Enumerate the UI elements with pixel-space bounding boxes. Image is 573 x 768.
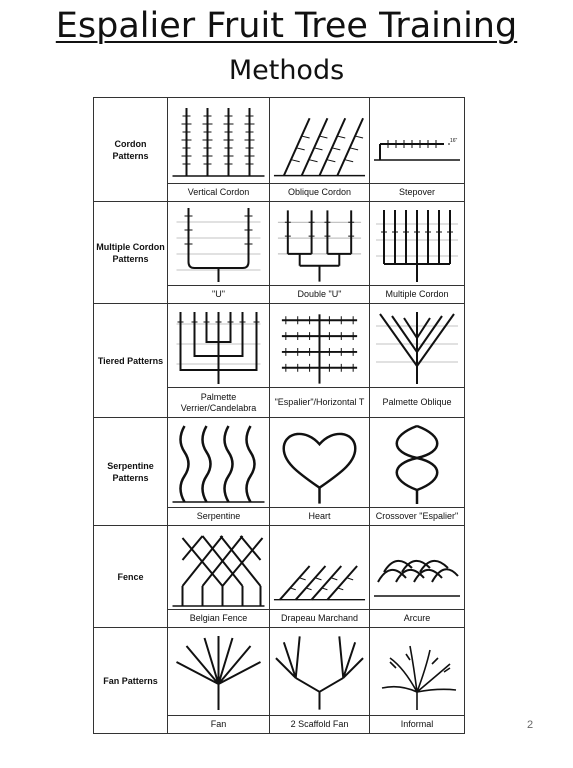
pattern-cell [370, 202, 464, 303]
crossover-tree-icon [370, 418, 464, 508]
pattern-caption: Drapeau Marchand [270, 609, 369, 627]
pattern-caption: Heart [270, 507, 369, 525]
espalier-methods-table [93, 97, 465, 734]
row-label: Serpentine Patterns [94, 418, 168, 525]
pattern-caption: "Espalier"/Horizontal T [270, 387, 369, 417]
two-scaffold-fan-tree-icon [270, 628, 369, 715]
table-row-cordon [94, 98, 464, 202]
pattern-cell [270, 304, 370, 417]
pattern-cell [168, 98, 270, 201]
serpentine-tree-icon [168, 418, 269, 508]
pattern-caption: Arcure [370, 609, 464, 627]
pattern-cell [370, 98, 464, 201]
pattern-caption: Serpentine [168, 507, 269, 525]
pattern-cell [270, 526, 370, 627]
stepover-height-note: 16" [450, 138, 458, 144]
pattern-caption: Fan [168, 715, 269, 733]
pattern-cell [168, 304, 270, 417]
page-number: 2 [527, 719, 534, 731]
page-title: Espalier Fruit Tree Training [55, 6, 518, 46]
pattern-cell [168, 418, 270, 525]
fan-tree-icon [168, 628, 269, 715]
pattern-caption: "U" [168, 285, 269, 303]
pattern-cell [370, 628, 464, 733]
palmette-verrier-tree-icon [168, 304, 269, 388]
pattern-cell [270, 98, 370, 201]
row-label: Fence [94, 526, 168, 627]
pattern-cell [370, 304, 464, 417]
table-row-fence [94, 526, 464, 628]
informal-tree-icon [370, 628, 464, 715]
palmette-oblique-tree-icon [370, 304, 464, 388]
horizontal-t-tree-icon [270, 304, 369, 388]
pattern-caption: Informal [370, 715, 464, 733]
pattern-caption: 2 Scaffold Fan [270, 715, 369, 733]
pattern-cell [168, 202, 270, 303]
page-subtitle: Methods [228, 55, 345, 86]
belgian-fence-tree-icon [168, 526, 269, 610]
stepover-tree-icon [370, 98, 464, 184]
pattern-caption: Oblique Cordon [270, 183, 369, 201]
table-row-serpentine [94, 418, 464, 526]
pattern-caption: Vertical Cordon [168, 183, 269, 201]
oblique-cordon-tree-icon [270, 98, 369, 184]
pattern-cell [370, 418, 464, 525]
pattern-caption: Palmette Oblique [370, 387, 464, 417]
pattern-cell [270, 628, 370, 733]
drapeau-marchand-tree-icon [270, 526, 369, 610]
row-label: Tiered Patterns [94, 304, 168, 417]
arcure-tree-icon [370, 526, 464, 610]
pattern-cell [370, 526, 464, 627]
table-row-tiered [94, 304, 464, 418]
row-label: Cordon Patterns [94, 98, 168, 201]
pattern-caption: Crossover "Espalier" [370, 507, 464, 525]
pattern-caption: Double "U" [270, 285, 369, 303]
u-tree-icon [168, 202, 269, 286]
multiple-cordon-tree-icon [370, 202, 464, 286]
table-row-multiple-cordon [94, 202, 464, 304]
pattern-cell [270, 202, 370, 303]
pattern-cell [168, 628, 270, 733]
vertical-cordon-tree-icon [168, 98, 269, 184]
pattern-caption: Belgian Fence [168, 609, 269, 627]
table-row-fan [94, 628, 464, 733]
pattern-caption: Palmette Verrier/Candelabra [168, 387, 269, 417]
pattern-cell [168, 526, 270, 627]
row-label: Fan Patterns [94, 628, 168, 733]
double-u-tree-icon [270, 202, 369, 286]
row-label: Multiple Cordon Patterns [94, 202, 168, 303]
heart-tree-icon [270, 418, 369, 508]
pattern-caption: Stepover [370, 183, 464, 201]
pattern-caption: Multiple Cordon [370, 285, 464, 303]
pattern-cell [270, 418, 370, 525]
